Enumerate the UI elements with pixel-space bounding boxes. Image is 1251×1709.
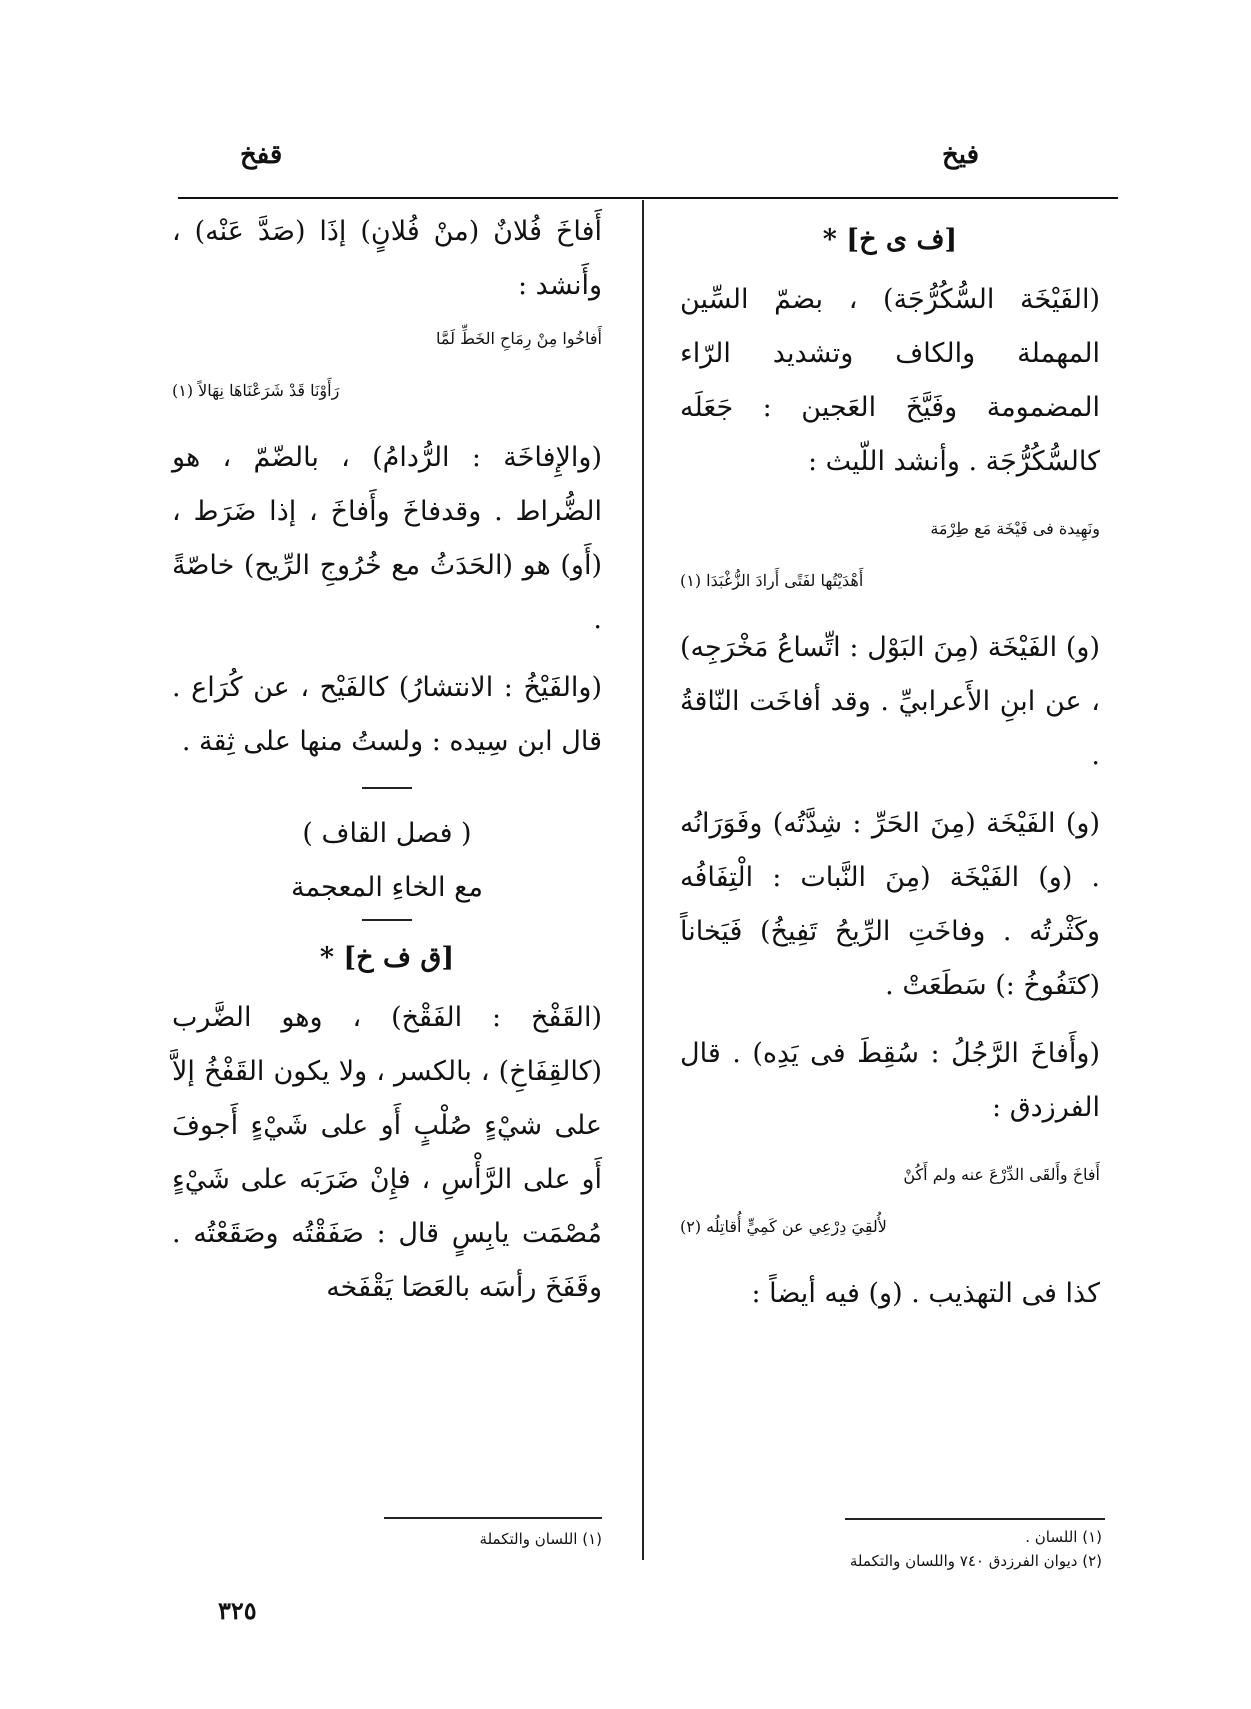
- column-divider: [642, 200, 644, 1560]
- paragraph: (و) الفَيْخَة (مِنَ البَوْل : اتِّساعُ مَخْرَجِه) ، عن ابنِ الأَعرابيِّ . وقد أفاخَت النّاقةُ .: [680, 632, 1100, 771]
- footnote-rule: [384, 1517, 602, 1519]
- header-left-word: قفخ: [240, 140, 283, 170]
- verse-hemistich: لأُلقِيَ دِرْعِي عن كَمِيٍّ أُقاتِلُه (٢): [680, 1217, 887, 1236]
- paragraph: (الفَيْخَة السُّكُرُّجَة) ، بضمّ السِّين المهملة والكاف وتشديد الرّاء المضمومة وفَيَّخَ العَجين : جَعَلَه كالسُّكُرُّجَة . وأنشد اللّيث :: [680, 284, 1100, 477]
- section-subtitle: مع الخاءِ المعجمة: [291, 872, 483, 903]
- entry-heading-qfk: [ق ف خ] *: [319, 942, 455, 973]
- verse-hemistich: أَفاخُوا مِنْ رِمَاحِ الخَطِّ لَمَّا: [436, 329, 602, 348]
- header-rule: [178, 197, 1118, 199]
- paragraph: كذا فى التهذيب . (و) فيه أيضاً :: [751, 1278, 1100, 1309]
- footnotes-left: [380, 1527, 602, 1551]
- section-divider: [362, 919, 412, 921]
- paragraph: (القَفْخ : الفَقْخ) ، وهو الضَّرب (كالقِفَاخِ) ، بالكسر ، ولا يكون القَفْخُ إلاَّ على شيْءٍ صُلْبٍ أَو على شَيْءٍ أَجوفَ أَو على الرَّأْسِ ، فإِنْ ضَرَبَه على شَيْءٍ مُصْمَت يابِسٍ قال : صَفَقْتُه وصَقَعْتُه . وقَفَخَ رأسَه بالعَصَا يَقْفَخه: [172, 1002, 602, 1303]
- page-number: ٣٢٥: [218, 1596, 257, 1625]
- paragraph: (وأَفاخَ الرَّجُلُ : سُقِطَ فى يَدِه) . قال الفرزدق :: [680, 1038, 1100, 1123]
- footnote: (١) اللسان والتكملة: [479, 1530, 602, 1548]
- section-divider: [362, 787, 412, 789]
- entry-heading-fyk: [ف ى خ] *: [822, 224, 958, 255]
- verse-hemistich: رَأَوْنَا قَدْ شَرَعْنَاهَا نِهَالاً (١): [172, 381, 340, 400]
- verse: [172, 313, 602, 417]
- paragraph: (و) الفَيْخَة (مِنَ الحَرِّ : شِدَّتُه) وفَوَرَانُه . (و) الفَيْخَة (مِنَ النَّبات : الْتِفَافُه وكَثْرتُه . وفاخَتِ الرِّيحُ تَفِيخُ) فَيَخاناً (كتَفُوخُ :) سَطَعَتْ .: [680, 808, 1100, 1001]
- paragraph: (والإِفاخَة : الرُّدامُ) ، بالضّمّ ، هو الضُّراط . وقدفاخَ وأَفاخَ ، إذا ضَرَط ، (أَو) هو (الحَدَثُ مع خُرُوجِ الرِّيح) خاصّةً .: [172, 442, 602, 635]
- right-column: [680, 205, 1100, 1321]
- footnote-rule: [845, 1518, 1105, 1520]
- paragraph: أَفاخَ فُلانٌ (منْ فُلانٍ) إذَا (صَدَّ عَنْه) ، وأَنشد :: [172, 216, 602, 301]
- section-title: ( فصل القاف ): [302, 818, 472, 849]
- left-column: [172, 205, 602, 1315]
- header-right-word: فيخ: [941, 140, 979, 170]
- verse: [680, 503, 1100, 607]
- footnotes-right: [720, 1525, 1102, 1573]
- verse-hemistich: أَفاخَ وأَلقَى الدِّرْعَ عنه ولم أَكُنْ: [903, 1165, 1100, 1184]
- paragraph: (والفَيْخُ : الانتشارُ) كالفَيْح ، عن كُرَاع . قال ابن سِيده : ولستُ منها على ثِقة .: [172, 672, 602, 757]
- verse: [680, 1149, 1100, 1253]
- verse-hemistich: ونَهِيدة فى فَيْخَة مَع طِرْمَة: [930, 519, 1100, 538]
- footnote: (٢) ديوان الفرزدق ٧٤٠ واللسان والتكملة: [849, 1552, 1102, 1570]
- footnote: (١) اللسان .: [1025, 1528, 1102, 1546]
- verse-hemistich: أَهْدَيْتُها لفَتًى أَرادَ الزُّغْبَدَا (١): [680, 571, 864, 590]
